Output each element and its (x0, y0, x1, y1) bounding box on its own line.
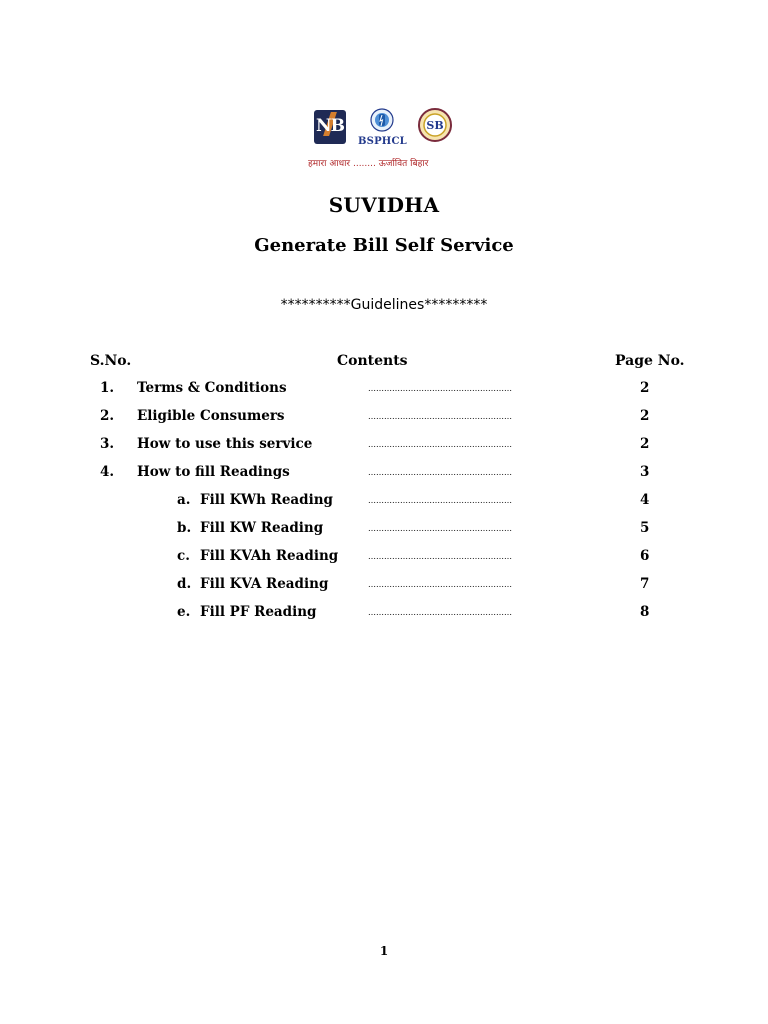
toc-leader-dots: ……………………………………………… (368, 440, 512, 449)
toc-item[interactable] (0, 380, 768, 400)
toc-item-label: How to fill Readings (137, 464, 290, 480)
toc-header-contents: Contents (337, 353, 408, 369)
document-subtitle: Generate Bill Self Service (254, 235, 514, 256)
bsphcl-emblem-icon (370, 108, 394, 134)
tagline: हमारा आधार ........ ऊर्जावित बिहार (308, 159, 429, 169)
toc-subitem-letter: a. (177, 492, 191, 508)
toc-item[interactable] (0, 436, 768, 456)
toc-subitem-label: Fill KVAh Reading (200, 548, 339, 564)
toc-subitem[interactable] (0, 604, 768, 624)
header-logos (300, 106, 470, 172)
toc-subitem-letter: e. (177, 604, 191, 620)
guidelines-heading: **********Guidelines********* (280, 297, 488, 313)
page-number: 1 (379, 944, 389, 958)
toc-subitem[interactable] (0, 492, 768, 512)
toc-subitem-page: 4 (640, 492, 650, 508)
toc-item-label: Eligible Consumers (137, 408, 285, 424)
toc-header-page: Page No. (615, 353, 685, 369)
toc-item-number: 4. (100, 464, 115, 480)
toc-item-page: 2 (640, 436, 650, 452)
toc-subitem-label: Fill KVA Reading (200, 576, 329, 592)
toc-item[interactable] (0, 464, 768, 484)
toc-item-page: 2 (640, 380, 650, 396)
toc-item-page: 3 (640, 464, 650, 480)
toc-item-number: 2. (100, 408, 115, 424)
toc-leader-dots: ……………………………………………… (368, 524, 512, 533)
toc-item-number: 3. (100, 436, 115, 452)
toc-leader-dots: ……………………………………………… (368, 412, 512, 421)
nb-logo-text: NB (316, 116, 344, 136)
toc-subitem[interactable] (0, 548, 768, 568)
toc-item-number: 1. (100, 380, 115, 396)
toc-subitem-label: Fill KW Reading (200, 520, 324, 536)
toc-leader-dots: ……………………………………………… (368, 468, 512, 477)
toc-header-sno: S.No. (90, 353, 132, 369)
toc-leader-dots: ……………………………………………… (368, 608, 512, 617)
bsphcl-logo-text: BSPHCL (358, 136, 407, 147)
toc-subitem[interactable] (0, 520, 768, 540)
document-title: SUVIDHA (328, 193, 440, 217)
toc-subitem-letter: d. (177, 576, 192, 592)
toc-item-label: How to use this service (137, 436, 313, 452)
toc-item[interactable] (0, 408, 768, 428)
toc-subitem-page: 6 (640, 548, 650, 564)
nb-logo (314, 110, 346, 144)
toc-leader-dots: ……………………………………………… (368, 496, 512, 505)
sb-logo-text: SB (426, 119, 444, 132)
toc-item-page: 2 (640, 408, 650, 424)
toc-subitem-page: 8 (640, 604, 650, 620)
toc-leader-dots: ……………………………………………… (368, 580, 512, 589)
toc-item-label: Terms & Conditions (137, 380, 287, 396)
toc-leader-dots: ……………………………………………… (368, 384, 512, 393)
toc-subitem-page: 7 (640, 576, 650, 592)
toc-subitem[interactable] (0, 576, 768, 596)
toc-subitem-letter: b. (177, 520, 192, 536)
toc-subitem-letter: c. (177, 548, 190, 564)
toc-subitem-label: Fill PF Reading (200, 604, 317, 620)
toc-leader-dots: ……………………………………………… (368, 552, 512, 561)
toc-subitem-label: Fill KWh Reading (200, 492, 333, 508)
sb-seal-icon (418, 108, 452, 142)
toc-subitem-page: 5 (640, 520, 650, 536)
